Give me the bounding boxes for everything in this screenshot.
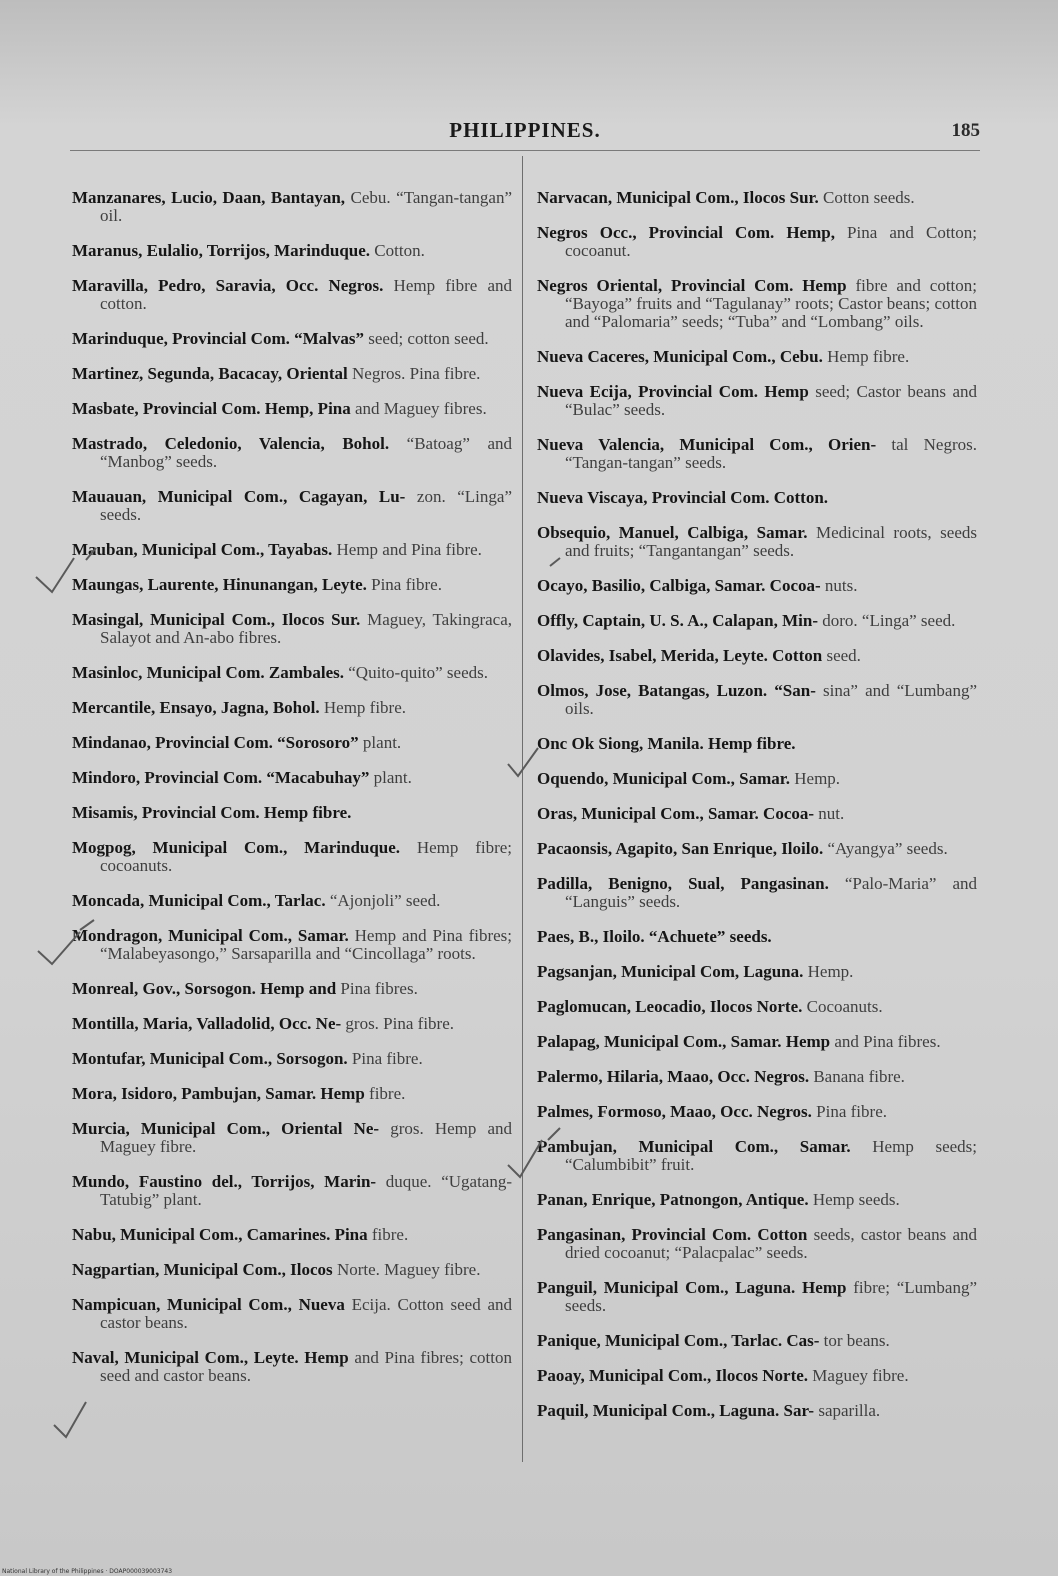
index-entry [72,1261,512,1279]
entry-name: Montilla, Maria, Valladolid, Occ. Ne- [72,1014,342,1033]
right-column [537,172,977,1423]
index-entry [537,189,977,207]
index-entry [537,348,977,366]
entry-name: Masinloc, Municipal Com. Zambales. [72,663,345,682]
entry-description: Cebu. “Tangan-tangan” oil. [100,188,512,225]
entry-name: Manzanares, Lucio, Daan, Bantayan, [72,188,346,207]
entry-description: Maguey, Takingraca, Salayot and An-abo fibres. [100,610,513,647]
footer-credit: National Library of the Philippines · DOAP000039003743 [2,1568,173,1575]
page-number: 185 [951,120,980,141]
entry-description: gros. Pina fibre. [345,1014,454,1033]
entry-description: “Batoag” and “Manbog” seeds. [100,434,512,471]
entry-name: Mastrado, Celedonio, Valencia, Bohol. [72,434,390,453]
entry-name: Oquendo, Municipal Com., Samar. [537,769,790,788]
index-entry [72,804,512,822]
index-entry [537,998,977,1016]
index-entry [72,189,512,225]
entry-name: Nagpartian, Municipal Com., Ilocos [72,1260,333,1279]
entry-name: Marinduque, Provincial Com. “Malvas” [72,329,364,348]
index-entry [537,383,977,419]
index-entry [537,1103,977,1121]
entry-name: Mora, Isidoro, Pambujan, Samar. Hemp [72,1084,365,1103]
index-entry [537,1226,977,1262]
entry-description: Cocoanuts. [806,997,883,1016]
index-entry [537,612,977,630]
entry-name: Mauauan, Municipal Com., Cagayan, Lu- [72,487,406,506]
check-mark-icon [508,748,538,776]
entry-description: “Ajonjoli” seed. [329,891,441,910]
entry-description: seed; cotton seed. [368,329,489,348]
entry-name: Monreal, Gov., Sorsogon. Hemp and [72,979,337,998]
index-entry [537,770,977,788]
entry-description: “Palo-Maria” and “Languis” seeds. [565,874,977,911]
entry-description: tal Negros. “Tangan-tangan” seeds. [565,435,977,472]
entry-description: duque. “Ugatang-Tatubig” plant. [100,1172,513,1209]
entry-name: Obsequio, Manuel, Calbiga, Samar. [537,523,808,542]
index-entry [537,524,977,560]
index-entry [537,840,977,858]
entry-description: Hemp seeds; “Calumbibit” fruit. [565,1137,978,1174]
entry-description: Hemp and Pina fibre. [336,540,482,559]
entry-name: Maranus, Eulalio, Torrijos, Marinduque. [72,241,371,260]
entry-name: Moncada, Municipal Com., Tarlac. [72,891,326,910]
entry-name: Negros Oriental, Provincial Com. Hemp [537,276,847,295]
index-entry [72,664,512,682]
entry-description: and Maguey fibres. [355,399,487,418]
entry-description: Hemp fibre and cotton. [100,276,513,313]
entry-description: Hemp. [807,962,854,981]
entry-description: Pina and Cotton; cocoanut. [565,223,977,260]
entry-description: Hemp fibre. [827,347,910,366]
entry-description: plant. [362,733,402,752]
entry-description: Banana fibre. [813,1067,905,1086]
entry-name: Pacaonsis, Agapito, San Enrique, Iloilo. [537,839,824,858]
index-entry [72,1349,512,1385]
entry-description: Pina fibre. [351,1049,423,1068]
index-entry [72,1120,512,1156]
index-entry [72,769,512,787]
entry-name: Onc Ok Siong, Manila. Hemp fibre. [537,734,796,753]
index-entry [537,1279,977,1315]
entry-name: Mogpog, Municipal Com., Marinduque. [72,838,401,857]
index-entry [72,734,512,752]
entry-name: Martinez, Segunda, Bacacay, Oriental [72,364,348,383]
entry-name: Mercantile, Ensayo, Jagna, Bohol. [72,698,320,717]
entry-name: Nueva Ecija, Provincial Com. Hemp [537,382,809,401]
entry-description: Hemp and Pina fibres; “Malabeyasongo,” Sarsaparilla and “Cincollaga” roots. [100,926,512,963]
entry-description: Medicinal roots, seeds and fruits; “Tangantangan” seeds. [565,523,977,560]
entry-name: Padilla, Benigno, Sual, Pangasinan. [537,874,829,893]
index-entry [537,805,977,823]
left-column [72,172,512,1388]
index-entry [72,1050,512,1068]
entry-name: Mundo, Faustino del., Torrijos, Marin- [72,1172,377,1191]
index-entry [72,892,512,910]
entry-description: nut. [818,804,845,823]
entry-name: Pagsanjan, Municipal Com, Laguna. [537,962,804,981]
entry-description: “Ayangya” seeds. [827,839,948,858]
index-entry [537,489,977,507]
entry-description: Hemp. [794,769,841,788]
header-rule [70,150,980,151]
index-entry [72,611,512,647]
entry-name: Negros Occ., Provincial Com. Hemp, [537,223,835,242]
entry-name: Nabu, Municipal Com., Camarines. Pina [72,1225,368,1244]
index-entry [72,365,512,383]
index-entry [537,1191,977,1209]
index-entry [72,1085,512,1103]
index-entry [72,980,512,998]
index-entry [537,436,977,472]
entry-description: fibre. [369,1084,406,1103]
index-entry [72,400,512,418]
running-title: PHILIPPINES. [449,118,601,142]
entry-description: “Quito-quito” seeds. [348,663,489,682]
entry-description: and Pina fibres. [834,1032,941,1051]
index-entry [72,488,512,524]
index-entry [72,330,512,348]
index-entry [537,1332,977,1350]
entry-name: Murcia, Municipal Com., Oriental Ne- [72,1119,380,1138]
entry-name: Nueva Valencia, Municipal Com., Orien- [537,435,877,454]
entry-description: fibre. [371,1225,409,1244]
entry-name: Paquil, Municipal Com., Laguna. Sar- [537,1401,815,1420]
index-entry [537,875,977,911]
index-entry [72,839,512,875]
entry-description: nuts. [824,576,858,595]
index-entry [72,1226,512,1244]
index-entry [72,277,512,313]
entry-description: seed. [826,646,861,665]
entry-description: Pina fibres. [340,979,418,998]
entry-name: Maravilla, Pedro, Saravia, Occ. Negros. [72,276,384,295]
entry-name: Mondragon, Municipal Com., Samar. [72,926,349,945]
index-entry [537,1068,977,1086]
index-entry [537,1138,977,1174]
index-entry [537,647,977,665]
entry-name: Masingal, Municipal Com., Ilocos Sur. [72,610,361,629]
entry-description: Pina fibre. [816,1102,887,1121]
entry-name: Nueva Viscaya, Provincial Com. Cotton. [537,488,829,507]
entry-name: Ocayo, Basilio, Calbiga, Samar. Cocoa- [537,576,821,595]
index-entry [537,928,977,946]
index-entry [72,1015,512,1033]
entry-description: Hemp fibre; cocoanuts. [100,838,513,875]
page-header [70,118,980,148]
entry-name: Panan, Enrique, Patnongon, Antique. [537,1190,809,1209]
entry-name: Paes, B., Iloilo. “Achuete” seeds. [537,927,772,946]
index-entry [72,927,512,963]
entry-description: Negros. Pina fibre. [352,364,481,383]
entry-description: Cotton seeds. [823,188,915,207]
entry-description: and Pina fibres; cotton seed and castor beans. [100,1348,512,1385]
check-mark-icon [54,1402,86,1437]
entry-description: Hemp seeds. [812,1190,900,1209]
entry-name: Mindanao, Provincial Com. “Sorosoro” [72,733,359,752]
index-entry [72,1296,512,1332]
entry-name: Pangasinan, Provincial Com. Cotton [537,1225,808,1244]
entry-description: Hemp fibre. [323,698,407,717]
entry-name: Maungas, Laurente, Hinunangan, Leyte. [72,575,367,594]
entry-description: seeds, castor beans and dried cocoanut; “Palacpalac” seeds. [565,1225,977,1262]
index-entry [72,699,512,717]
entry-name: Mauban, Municipal Com., Tayabas. [72,540,333,559]
entry-description: plant. [373,768,412,787]
entry-description: seed; Castor beans and “Bulac” seeds. [565,382,977,419]
entry-name: Panguil, Municipal Com., Laguna. Hemp [537,1278,847,1297]
entry-name: Olavides, Isabel, Merida, Leyte. Cotton [537,646,823,665]
entry-name: Nueva Caceres, Municipal Com., Cebu. [537,347,823,366]
entry-description: Cotton. [374,241,425,260]
entry-name: Pambujan, Municipal Com., Samar. [537,1137,851,1156]
index-entry [537,682,977,718]
entry-description: sina” and “Lumbang” oils. [565,681,978,718]
entry-name: Olmos, Jose, Batangas, Luzon. “San- [537,681,816,700]
index-entry [72,435,512,471]
entry-description: gros. Hemp and Maguey fibre. [100,1119,513,1156]
index-entry [537,1402,977,1420]
entry-name: Palmes, Formoso, Maao, Occ. Negros. [537,1102,812,1121]
entry-description: Ecija. Cotton seed and castor beans. [100,1295,512,1332]
index-entry [537,577,977,595]
entry-name: Paoay, Municipal Com., Ilocos Norte. [537,1366,809,1385]
index-entry [72,541,512,559]
entry-description: fibre; “Lumbang” seeds. [565,1278,977,1315]
entry-description: Maguey fibre. [812,1366,909,1385]
entry-description: saparilla. [818,1401,881,1420]
entry-description: zon. “Linga” seeds. [100,487,512,524]
index-entry [72,1173,512,1209]
entry-name: Offly, Captain, U. S. A., Calapan, Min- [537,611,819,630]
entry-name: Masbate, Provincial Com. Hemp, Pina [72,399,351,418]
index-entry [537,963,977,981]
entry-name: Paglomucan, Leocadio, Ilocos Norte. [537,997,803,1016]
column-divider [522,156,523,1462]
index-entry [537,277,977,331]
check-mark-icon [36,558,74,592]
entry-name: Narvacan, Municipal Com., Ilocos Sur. [537,188,819,207]
entry-name: Mindoro, Provincial Com. “Macabuhay” [72,768,370,787]
entry-name: Panique, Municipal Com., Tarlac. Cas- [537,1331,820,1350]
index-entry [72,242,512,260]
index-entry [537,224,977,260]
index-entry [537,1367,977,1385]
index-entry [72,576,512,594]
entry-description: Norte. Maguey fibre. [336,1260,481,1279]
index-entry [537,1033,977,1051]
entry-name: Nampicuan, Municipal Com., Nueva [72,1295,345,1314]
entry-name: Palermo, Hilaria, Maao, Occ. Negros. [537,1067,810,1086]
entry-description: Pina fibre. [371,575,442,594]
entry-name: Misamis, Provincial Com. Hemp fibre. [72,803,352,822]
entry-name: Montufar, Municipal Com., Sorsogon. [72,1049,348,1068]
entry-name: Palapag, Municipal Com., Samar. Hemp [537,1032,831,1051]
entry-description: fibre and cotton; “Bayoga” fruits and “Tagulanay” roots; Castor beans; cotton and “Palomaria” seeds; “Tuba” and “Lombang” oils. [565,276,977,331]
entry-name: Naval, Municipal Com., Leyte. Hemp [72,1348,349,1367]
index-entry [537,735,977,753]
entry-description: tor beans. [823,1331,890,1350]
entry-name: Oras, Municipal Com., Samar. Cocoa- [537,804,815,823]
entry-description: doro. “Linga” seed. [822,611,956,630]
